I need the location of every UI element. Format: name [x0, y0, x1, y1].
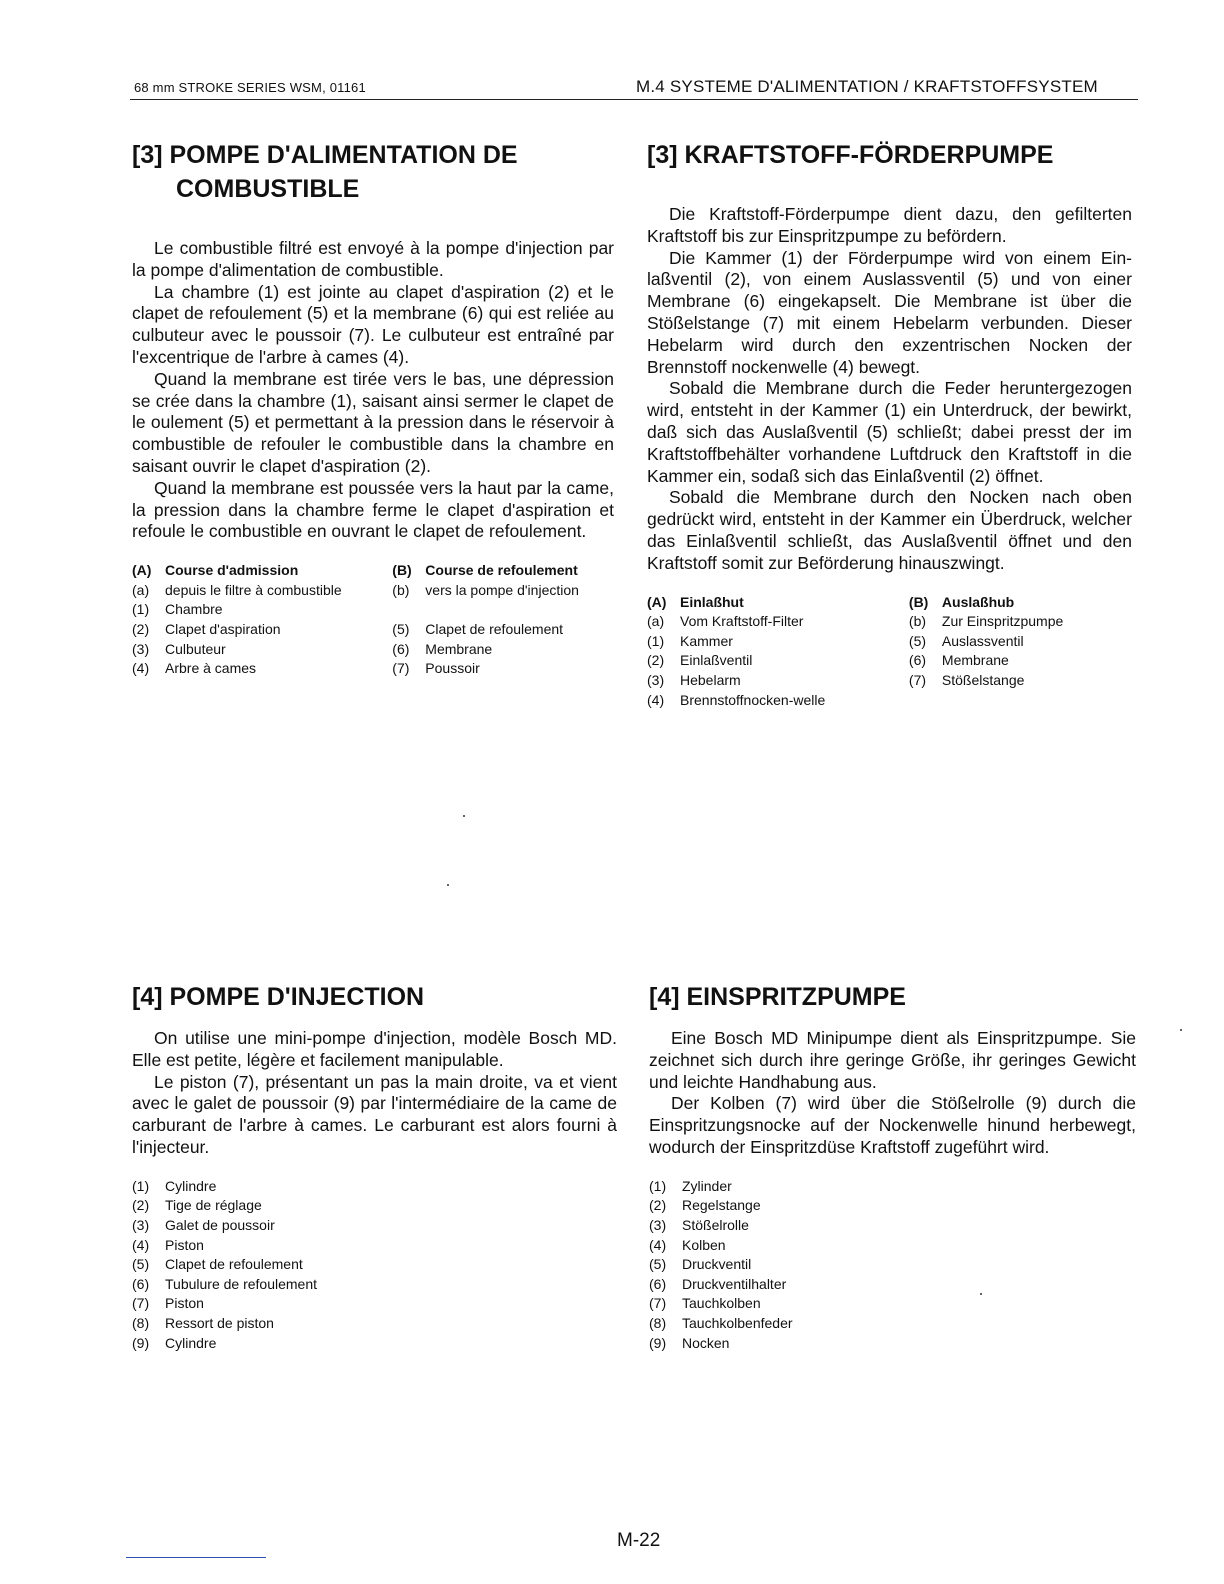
legend-key: (3) [647, 671, 665, 688]
legend-text: Hebelarm [680, 671, 741, 688]
legend-key: (b) [392, 581, 410, 598]
legend-text: Cylindre [165, 1177, 217, 1194]
legend-item [647, 612, 909, 632]
legend-item [132, 1236, 617, 1256]
legend-key: (7) [132, 1295, 150, 1312]
paragraph: Sobald die Membrane durch den Nocken nach oben gedrückt wird, entsteht in der Kammer ein Überdruck, welcher das Einlaßventil schließt, das Auslaßventil öffnet und den Kraftstoff somit zur Beförderung hinauszwingt. [647, 487, 1132, 573]
legend-text: Galet de poussoir [165, 1216, 275, 1233]
legend-item [132, 1314, 617, 1334]
paragraph: Eine Bosch MD Minipumpe dient als Einspritzpumpe. Sie zeichnet sich durch ihre geringe Größe, ihr geringes Gewicht und leichte Handhabung aus. [649, 1028, 1136, 1092]
legend-key: (5) [392, 620, 410, 637]
legend-text: Tauchkolben [682, 1295, 761, 1312]
legend-item [647, 593, 909, 613]
legend-key: (8) [649, 1314, 667, 1331]
legend-item [132, 600, 392, 620]
legend-text: Kolben [682, 1236, 726, 1253]
section3-german [647, 138, 1132, 710]
section3-fr-body [132, 238, 614, 543]
legend-text: Clapet de refoulement [165, 1256, 303, 1273]
legend-item [132, 1294, 617, 1314]
legend-text: Druckventil [682, 1256, 752, 1273]
scan-speck [447, 884, 449, 886]
section3-de-body [647, 204, 1132, 575]
legend-item [132, 1196, 617, 1216]
legend-item [647, 651, 909, 671]
legend-text: Piston [165, 1295, 204, 1312]
legend-item [392, 620, 614, 640]
legend-text: Course de refoulement [425, 562, 578, 579]
header-right: M.4 SYSTEME D'ALIMENTATION / KRAFTSTOFFSYSTEM [636, 77, 1098, 96]
legend-text: Tige de réglage [165, 1197, 262, 1214]
legend-key: (B) [908, 593, 929, 610]
legend-item [649, 1216, 1136, 1236]
section4-de-body [649, 1028, 1136, 1159]
legend-key: (9) [649, 1334, 667, 1351]
paragraph: Le piston (7), présentant un pas la main droite, va et vient avec le galet de poussoir (9) par l'intermédiaire de la came de carburant de l'arbre à cames. Le carburant est alors fourni à l'injecteur. [132, 1071, 617, 1157]
paragraph: Quand la membrane est poussée vers la haut par la came, la pression dans la chambre ferme le clapet d'aspiration et refoule le combustible en ouvrant le clapet de refoulement. [132, 477, 614, 542]
header-rule [130, 99, 1138, 100]
legend-left [647, 593, 909, 711]
legend-item [649, 1236, 1136, 1256]
legend-key: (4) [132, 660, 150, 677]
legend-key: (a) [647, 613, 665, 630]
legend-key: (6) [392, 640, 410, 657]
section4-german [649, 980, 1136, 1353]
legend-text: Chambre [165, 601, 223, 618]
legend-right [392, 561, 614, 679]
legend-item [649, 1334, 1136, 1354]
legend-key: (6) [132, 1275, 150, 1292]
legend-item [132, 581, 392, 601]
legend-item [132, 1177, 617, 1197]
legend-item [132, 1216, 617, 1236]
legend-text: depuis le filtre à combustible [165, 581, 342, 598]
legend-key: (2) [647, 652, 665, 669]
legend-item [909, 651, 1132, 671]
legend-key: (8) [132, 1314, 150, 1331]
legend-item [647, 691, 909, 711]
legend-text: Poussoir [425, 660, 480, 677]
page-number: M-22 [617, 1530, 661, 1551]
legend-key: (6) [649, 1275, 667, 1292]
legend-text: Zylinder [682, 1177, 732, 1194]
section3-de-title: [3] KRAFTSTOFF-FÖRDERPUMPE [647, 141, 1054, 169]
legend-text: Arbre à cames [165, 660, 257, 677]
legend-key: (5) [132, 1256, 150, 1273]
legend-text: Regelstange [682, 1197, 761, 1214]
legend-key: (A) [132, 562, 152, 579]
legend-key: (6) [908, 652, 927, 669]
scan-speck [980, 1293, 982, 1295]
paragraph: Die Kammer (1) der Förderpumpe wird von einem Ein-laßventil (2), von einem Auslassventil (5) und von einer Membrane (6) eingekapselt. Die Membrane ist über die Stößelstange (7) mit einem Hebelarm verbunden. Dieser Hebelarm wird durch den exzentrischen Nocken der Brennstoff nockenwelle (4) bewegt. [647, 247, 1132, 377]
section3-fr-legend [132, 561, 614, 679]
legend-text: Tauchkolbenfeder [682, 1314, 793, 1331]
legend-text: Einlaßventil [680, 652, 753, 669]
legend-key: (2) [132, 620, 150, 637]
legend-right [909, 593, 1132, 711]
legend-text: Piston [165, 1236, 204, 1253]
section3-de-legend [647, 593, 1132, 711]
legend-key: (3) [132, 640, 150, 657]
legend-text: Auslaßhub [941, 593, 1015, 610]
legend-key: (B) [392, 562, 412, 579]
legend-key: (1) [647, 632, 665, 649]
section4-de-title: [4] EINSPRITZPUMPE [649, 983, 906, 1011]
legend-item [649, 1177, 1136, 1197]
legend-item [132, 640, 392, 660]
section4-fr-legend [132, 1177, 617, 1353]
legend-key: (7) [908, 671, 927, 688]
legend-key: (3) [649, 1216, 667, 1233]
legend-key: (5) [649, 1256, 667, 1273]
legend-key: (b) [908, 613, 927, 630]
legend-item [132, 620, 392, 640]
legend-item [132, 1334, 617, 1354]
legend-key: (3) [132, 1216, 150, 1233]
legend-text: Membrane [941, 652, 1009, 669]
legend-item [647, 671, 909, 691]
legend-item [649, 1196, 1136, 1216]
legend-key: (7) [392, 660, 410, 677]
legend-item [649, 1275, 1136, 1295]
section4-de-legend [649, 1177, 1136, 1353]
legend-item [909, 632, 1132, 652]
legend-text: Ressort de piston [165, 1314, 274, 1331]
legend-left [132, 561, 392, 679]
legend-text: Vom Kraftstoff-Filter [680, 613, 804, 630]
legend-key: (A) [647, 593, 667, 610]
paragraph: Sobald die Membrane durch die Feder heruntergezogen wird, entsteht in der Kammer (1) ein Unterdruck, der bewirkt, daß sich das Auslaßventil (5) schließt; dabei presst der im Kraftstoffbehälter vorhandene Luftdruck den Kraftstoff in die Kammer ein, sodaß sich das Einlaßventil (2) öffnet. [647, 378, 1132, 486]
legend-text: Kammer [680, 632, 733, 649]
legend-item [132, 1275, 617, 1295]
legend-text: Brennstoffnocken-welle [680, 691, 826, 708]
paragraph: La chambre (1) est jointe au clapet d'aspiration (2) et le clapet de refoulement (5) et la membrane (6) qui est reliée au culbuteur avec le poussoir (7). Le culbuteur est entraîné par l'excentrique de l'arbre à cames (4). [132, 281, 614, 367]
footer-rule [126, 1557, 266, 1558]
legend-key: (1) [132, 601, 150, 618]
legend-item [649, 1294, 1136, 1314]
legend-key: (1) [649, 1177, 667, 1194]
section4-fr-title: [4] POMPE D'INJECTION [132, 983, 425, 1011]
legend-item [392, 581, 614, 601]
legend-item [649, 1255, 1136, 1275]
legend-item [909, 671, 1132, 691]
legend-item [132, 1255, 617, 1275]
legend-item [647, 632, 909, 652]
legend-text: Tubulure de refoulement [165, 1275, 318, 1292]
legend-key: (2) [132, 1197, 150, 1214]
legend-text: Cylindre [165, 1334, 217, 1351]
legend-key: (2) [649, 1197, 667, 1214]
section4-fr-body [132, 1028, 617, 1159]
paragraph: Der Kolben (7) wird über die Stößelrolle (9) durch die Einspritzungsnocke auf der Nockenwelle hinund herbewegt, wodurch der Einspritzdüse Kraftstoff zugeführt wird. [649, 1093, 1136, 1157]
legend-key: (7) [649, 1295, 667, 1312]
legend-key: (4) [649, 1236, 667, 1253]
paragraph: On utilise une mini-pompe d'injection, modèle Bosch MD. Elle est petite, légère et facilement manipulable. [132, 1028, 617, 1070]
legend-text: Culbuteur [165, 640, 226, 657]
legend-key: (5) [908, 632, 927, 649]
legend-item [392, 640, 614, 660]
legend-text: Clapet d'aspiration [165, 620, 281, 637]
paragraph: Le combustible filtré est envoyé à la pompe d'injection par la pompe d'alimentation de combustible. [132, 238, 614, 280]
section4-french [132, 980, 617, 1353]
scan-speck [463, 815, 465, 817]
legend-item [909, 593, 1132, 613]
legend-key: (a) [132, 581, 150, 598]
legend-item [392, 659, 614, 679]
section3-fr-title: [3] POMPE D'ALIMENTATION DE COMBUSTIBLE [132, 141, 518, 203]
legend-text: Nocken [682, 1334, 730, 1351]
legend-text: Auslassventil [941, 632, 1024, 649]
legend-spacer [392, 600, 614, 620]
paragraph: Die Kraftstoff-Förderpumpe dient dazu, den gefilterten Kraftstoff bis zur Einspritzpumpe zu befördern. [647, 204, 1132, 246]
legend-text: Zur Einspritzpumpe [941, 613, 1064, 630]
legend-key: (9) [132, 1334, 150, 1351]
legend-item [132, 561, 392, 581]
legend-text: Stößelstange [941, 671, 1025, 688]
legend-text: Clapet de refoulement [425, 620, 564, 637]
header-left: 68 mm STROKE SERIES WSM, 01161 [134, 80, 366, 95]
legend-text: Druckventilhalter [682, 1275, 787, 1292]
legend-key: (1) [132, 1177, 150, 1194]
legend-item [649, 1314, 1136, 1334]
legend-key: (4) [647, 691, 665, 708]
scan-speck [1180, 1029, 1182, 1031]
legend-item [909, 612, 1132, 632]
legend-text: Membrane [425, 640, 493, 657]
section3-french [132, 138, 614, 679]
legend-key: (4) [132, 1236, 150, 1253]
legend-item [392, 561, 614, 581]
legend-text: Stößelrolle [682, 1216, 749, 1233]
legend-text: Course d'admission [165, 562, 299, 579]
legend-item [132, 659, 392, 679]
legend-text: Einlaßhut [680, 593, 744, 610]
legend-text: vers la pompe d'injection [425, 581, 579, 598]
paragraph: Quand la membrane est tirée vers le bas, une dépression se crée dans la chambre (1), saisant ainsi sermer le clapet de le oulement (5) et permettant à la pression dans le réservoir à combustible de refouler le combustible dans la chambre en saisant ouvrir le clapet d'aspiration (2). [132, 368, 614, 476]
